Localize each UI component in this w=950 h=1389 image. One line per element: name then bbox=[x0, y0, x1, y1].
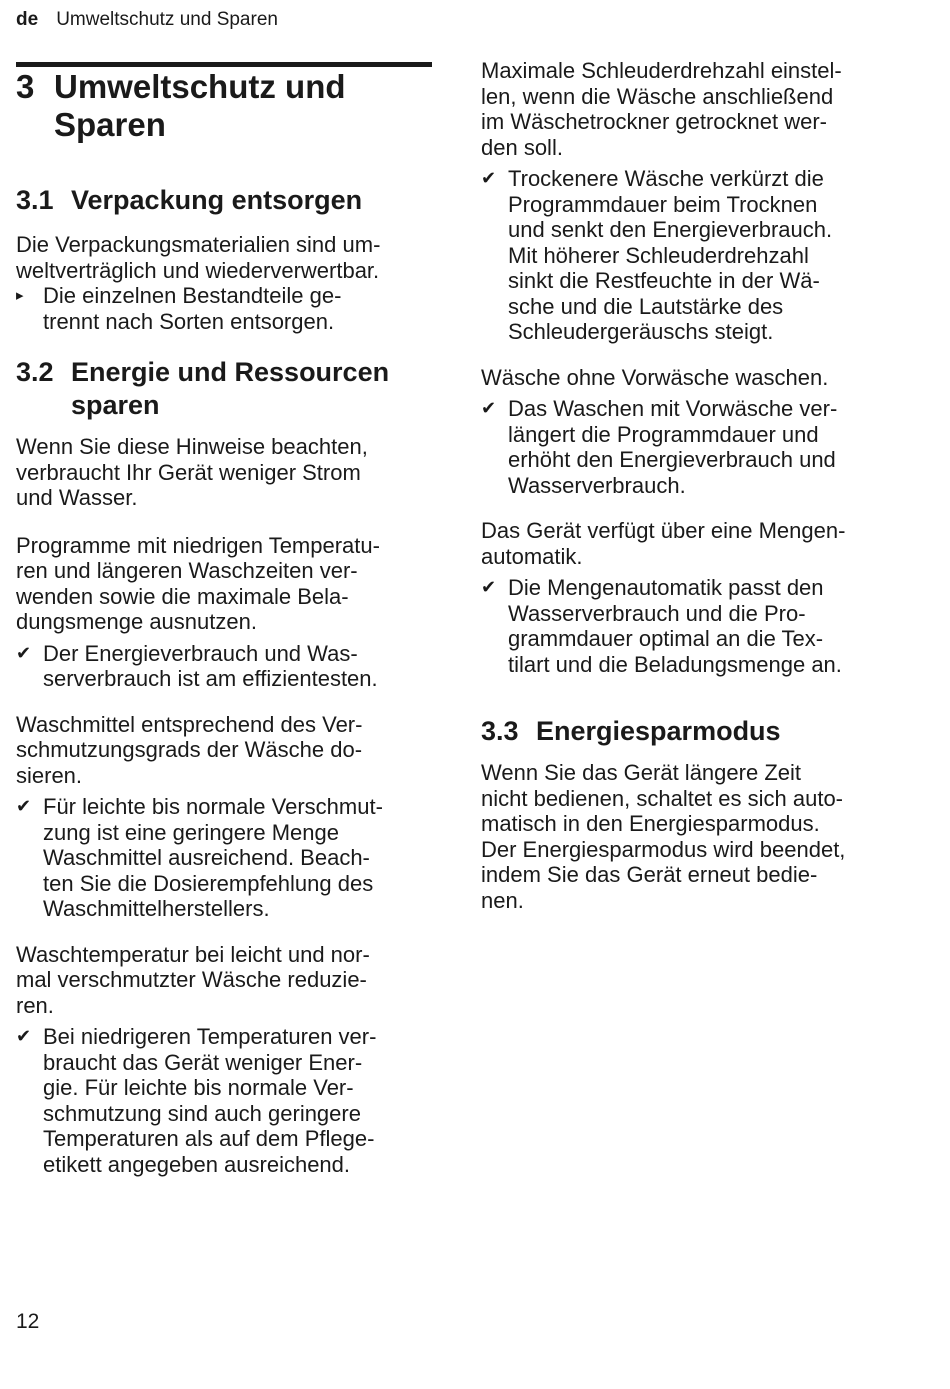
result-item bbox=[16, 1024, 436, 1177]
triangle-right-icon: ▸ bbox=[16, 287, 24, 304]
page-number: 12 bbox=[16, 1310, 40, 1333]
section-number: 3.1 bbox=[16, 185, 54, 215]
right-column bbox=[481, 58, 901, 913]
section-heading-3-2 bbox=[16, 356, 436, 422]
tip-text: Wäsche ohne Vorwäsche waschen. bbox=[481, 364, 829, 390]
chapter-heading bbox=[16, 68, 436, 144]
section-title: Energie und Ressourcen sparen bbox=[71, 357, 390, 420]
running-header bbox=[16, 9, 278, 31]
result-text: Für leichte bis normale Verschmut- zung ist eine geringere Menge Waschmittel ausreichend. Beach- ten Sie die Dosierempfehlung des Waschmittelherstellers. bbox=[43, 794, 383, 921]
checkmark-icon: ✔ bbox=[481, 398, 497, 418]
section-title: Energiesparmodus bbox=[536, 716, 781, 746]
tip-text: Waschtemperatur bei leicht und nor- mal verschmutzter Wäsche reduzie- ren. bbox=[16, 941, 370, 1018]
result-text: Die Mengenautomatik passt den Wasserverbrauch und die Pro- grammdauer optimal an die Tex- tilart und die Beladungsmenge an. bbox=[508, 575, 842, 677]
chapter-title: Umweltschutz und Sparen bbox=[54, 68, 346, 143]
result-item bbox=[16, 641, 436, 692]
checkmark-icon: ✔ bbox=[481, 577, 497, 597]
result-item bbox=[16, 794, 436, 922]
checkmark-icon: ✔ bbox=[481, 168, 497, 188]
left-column bbox=[16, 68, 436, 1177]
section-number: 3.3 bbox=[481, 716, 519, 746]
result-item bbox=[481, 575, 901, 677]
result-text: Bei niedrigeren Temperaturen ver- braucht das Gerät weniger Ener- gie. Für leichte bis normale Ver- schmutzung sind auch geringere Temperaturen als auf dem Pflege- etikett angegeben ausreichend. bbox=[43, 1024, 377, 1177]
header-title: Umweltschutz und Sparen bbox=[56, 9, 278, 30]
language-code: de bbox=[16, 9, 39, 30]
section-number: 3.2 bbox=[16, 357, 54, 387]
tip-text: Programme mit niedrigen Temperatu- ren und längeren Waschzeiten ver- wenden sowie die maximale Bela- dungsmenge ausnutzen. bbox=[16, 532, 380, 634]
section-title: Verpackung entsorgen bbox=[71, 185, 363, 215]
section-heading-3-3 bbox=[481, 715, 901, 748]
checkmark-icon: ✔ bbox=[16, 1026, 32, 1046]
tip-text: Maximale Schleuderdrehzahl einstel- len, wenn die Wäsche anschließend im Wäschetrockner getrocknet wer- den soll. bbox=[481, 58, 842, 160]
result-text: Der Energieverbrauch und Was- serverbrauch ist am effizientesten. bbox=[43, 640, 378, 691]
result-item bbox=[481, 396, 901, 498]
energy-intro-text: Wenn Sie diese Hinweise beachten, verbraucht Ihr Gerät weniger Strom und Wasser. bbox=[16, 434, 368, 510]
tip-text: Waschmittel entsprechend des Ver- schmutzungsgrads der Wäsche do- sieren. bbox=[16, 711, 363, 788]
chapter-number: 3 bbox=[16, 68, 35, 105]
section-heading-3-1 bbox=[16, 184, 436, 217]
checkmark-icon: ✔ bbox=[16, 642, 32, 663]
action-step bbox=[16, 283, 436, 334]
result-item bbox=[481, 166, 901, 345]
chapter-rule bbox=[16, 62, 432, 67]
result-text: Das Waschen mit Vorwäsche ver- längert die Programmdauer und erhöht den Energieverbrauch und Wasserverbrauch. bbox=[508, 396, 838, 498]
energy-saving-text: Wenn Sie das Gerät längere Zeit nicht bedienen, schaltet es sich auto- matisch in den Energiesparmodus. Der Energiesparmodus wird beendet, indem Sie das Gerät erneut bedie- nen. bbox=[481, 760, 846, 913]
result-text: Trockenere Wäsche verkürzt die Programmdauer beim Trocknen und senkt den Energieverbrauch. Mit höherer Schleuderdrehzahl sinkt die Restfeuchte in der Wä- sche und die Lautstärke des Schleudergeräuschs steigt. bbox=[508, 166, 833, 344]
packaging-text: Die Verpackungsmaterialien sind um- weltverträglich und wiederverwertbar. bbox=[16, 232, 381, 283]
action-text: Die einzelnen Bestandteile ge- trennt nach Sorten entsorgen. bbox=[43, 283, 342, 334]
checkmark-icon: ✔ bbox=[16, 796, 32, 816]
tip-text: Das Gerät verfügt über eine Mengen- automatik. bbox=[481, 518, 846, 569]
